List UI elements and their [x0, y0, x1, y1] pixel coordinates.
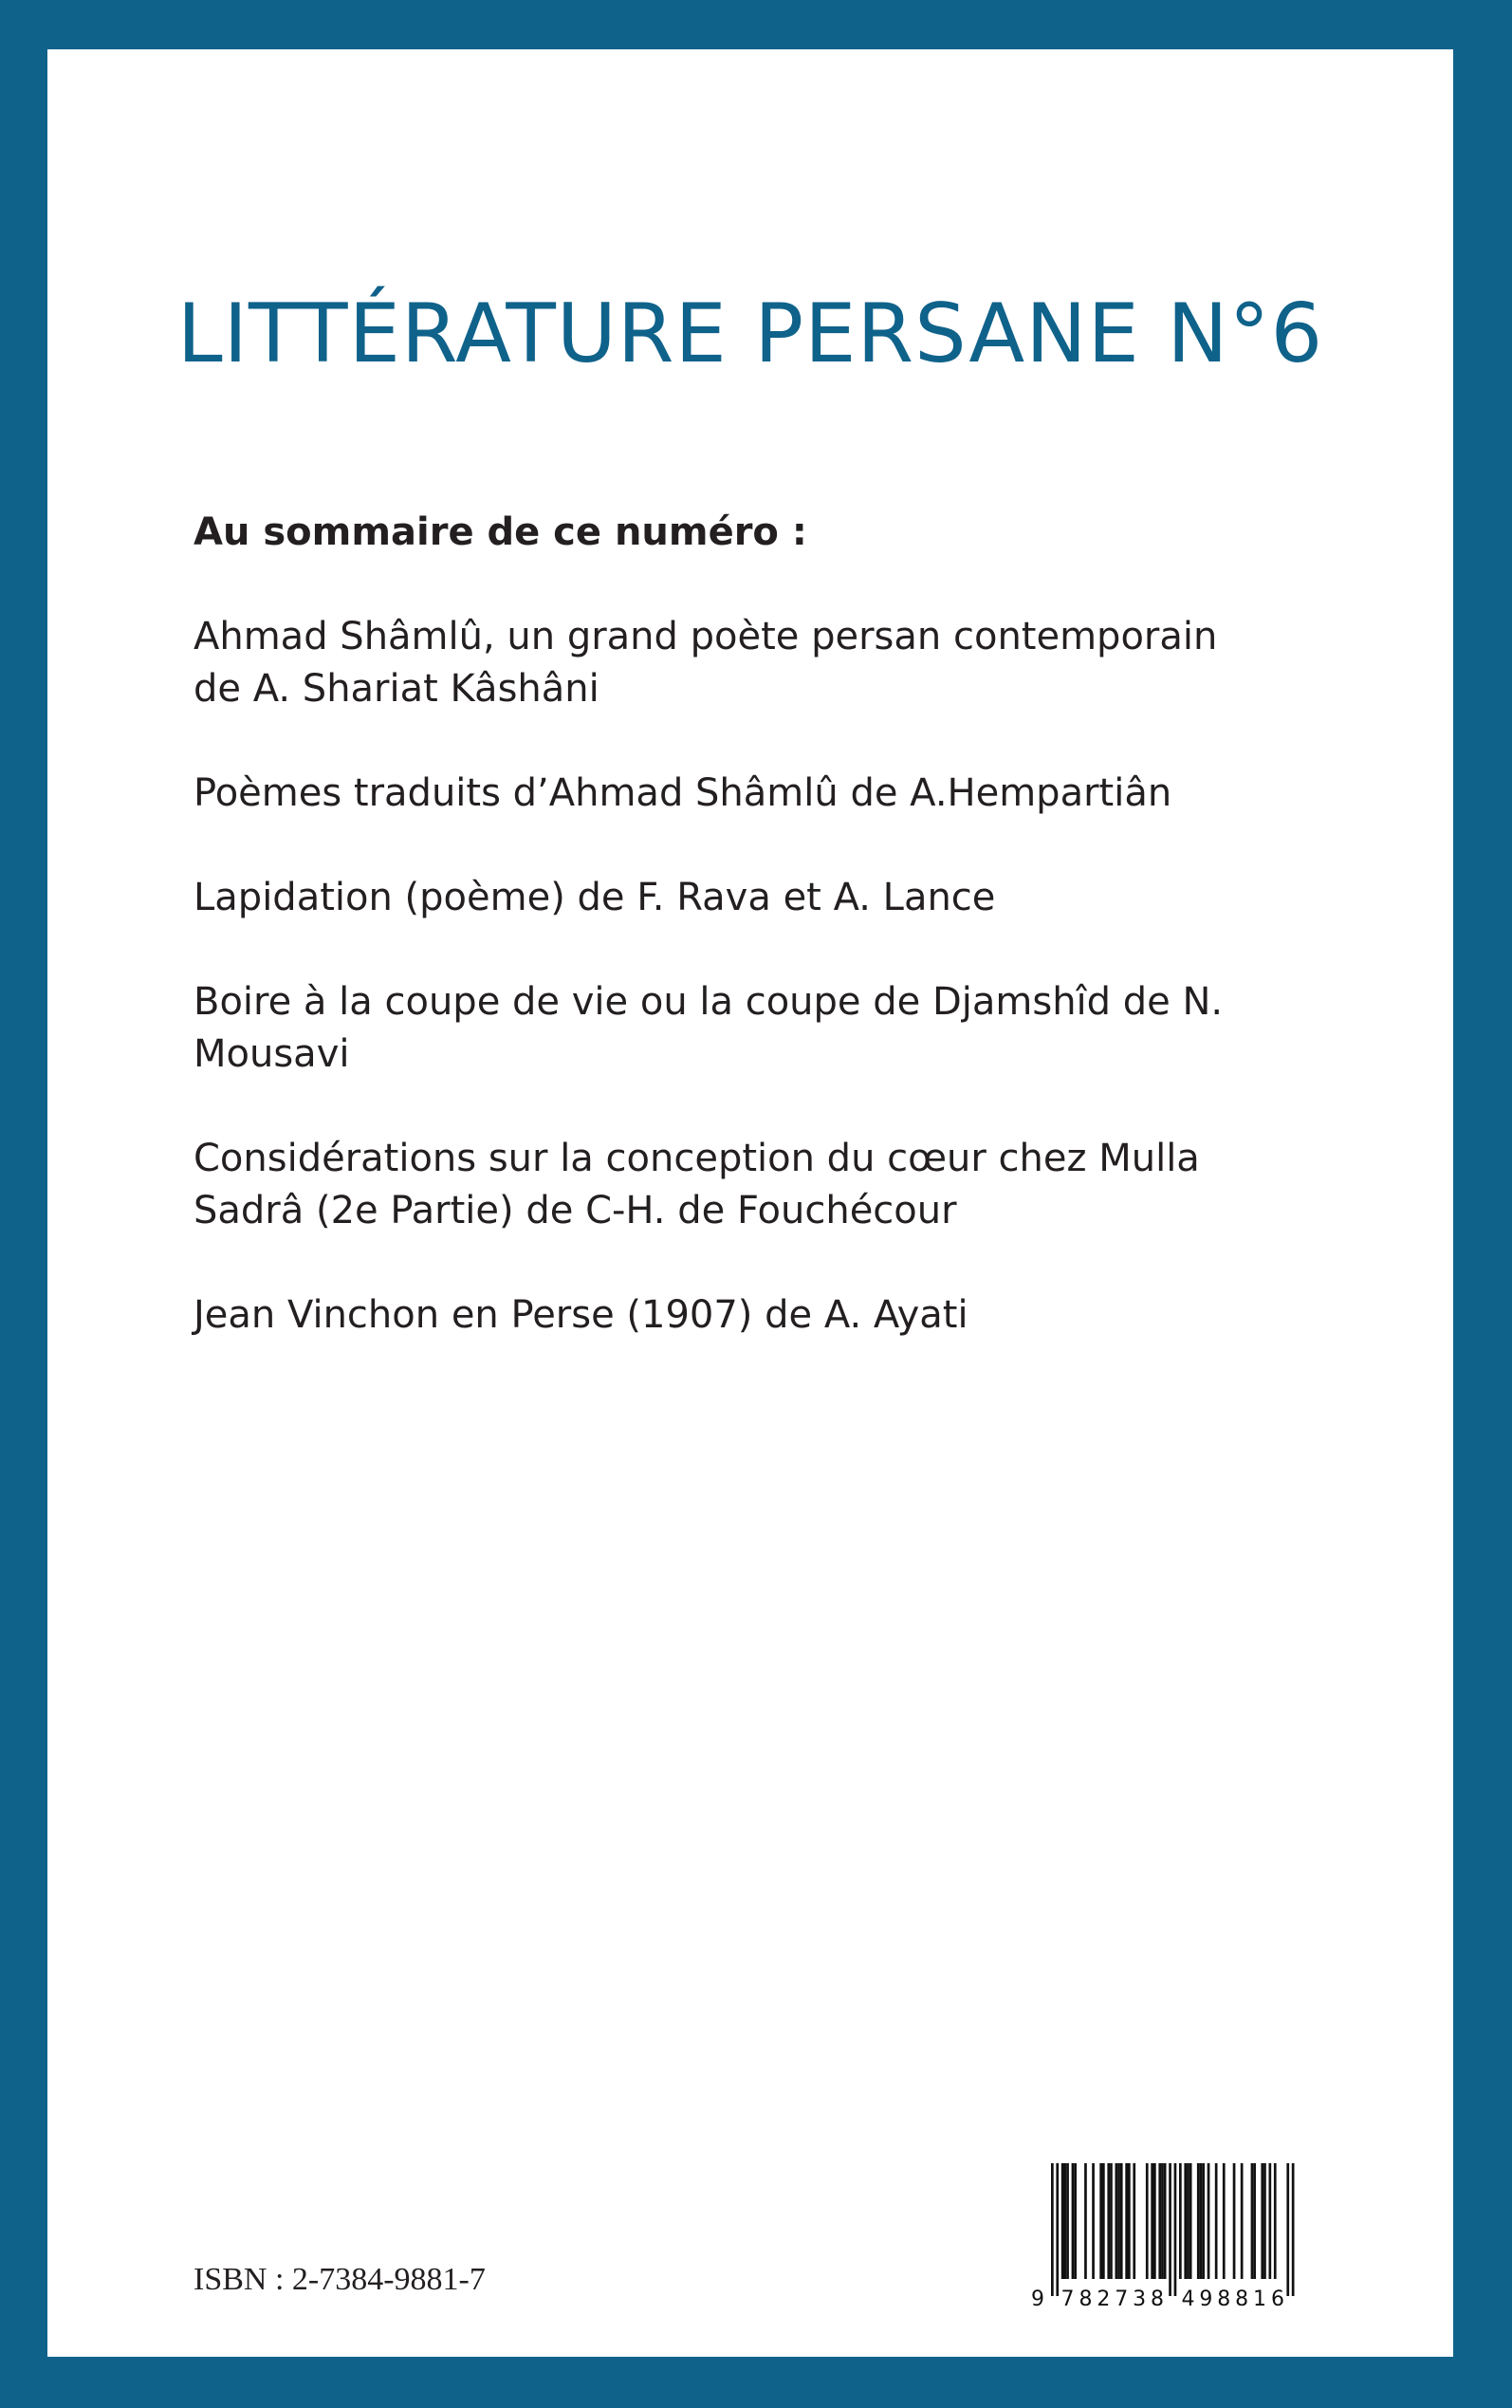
barcode-bar [1197, 2163, 1200, 2279]
barcode-bar [1084, 2163, 1087, 2279]
barcode-bar [1251, 2163, 1254, 2279]
barcode-bar [1223, 2163, 1226, 2279]
barcode-bar [1269, 2163, 1272, 2279]
barcode-bar [1061, 2163, 1064, 2279]
barcode-digit: 3 [1133, 2288, 1147, 2311]
toc-item-line: Poèmes traduits d’Ahmad Shâmlû de A.Hempartiân [194, 771, 1172, 815]
barcode-bar [1189, 2163, 1192, 2279]
barcode-digit: 9 [1031, 2288, 1044, 2311]
barcode-bar [1208, 2163, 1210, 2279]
barcode-bar [1056, 2163, 1059, 2296]
barcode-bar [1151, 2163, 1153, 2279]
toc-item [194, 768, 1370, 820]
toc-item-line: Considérations sur la conception du cœur chez Mulla [194, 1137, 1200, 1180]
barcode-digit: 8 [1079, 2288, 1093, 2311]
toc-item-line: Lapidation (poème) de F. Rava et A. Lance [194, 876, 996, 919]
barcode-bar [1200, 2163, 1203, 2279]
barcode-bar [1169, 2163, 1171, 2296]
barcode-digit: 7 [1115, 2288, 1129, 2311]
barcode-bar [1161, 2163, 1164, 2279]
toc-heading: Au sommaire de ce numéro : [194, 510, 807, 554]
toc-item [194, 611, 1370, 715]
barcode-bar [1110, 2163, 1113, 2279]
barcode-bar [1184, 2163, 1187, 2279]
barcode-bar [1133, 2163, 1135, 2279]
barcode-bar [1253, 2163, 1256, 2279]
barcode-bar [1107, 2163, 1110, 2279]
toc-item [194, 872, 1370, 924]
toc-item-line: Ahmad Shâmlû, un grand poète persan contemporain [194, 615, 1218, 658]
barcode-bar [1286, 2163, 1289, 2296]
toc-item [194, 1133, 1370, 1237]
barcode-bar [1120, 2163, 1123, 2279]
toc-item [194, 976, 1370, 1081]
barcode [1030, 2154, 1305, 2315]
toc-item-line: Sadrâ (2e Partie) de C-H. de Fouchécour [194, 1189, 957, 1232]
barcode-bar [1202, 2163, 1205, 2279]
barcode-digit: 8 [1217, 2288, 1231, 2311]
barcode-bar [1074, 2163, 1077, 2279]
cover-title: LITTÉRATURE PERSANE N°6 [176, 287, 1324, 381]
barcode-bar [1128, 2163, 1131, 2279]
barcode-bar [1292, 2163, 1295, 2296]
toc-item-line: Jean Vinchon en Perse (1907) de A. Ayati [194, 1293, 968, 1337]
barcode-digit: 1 [1253, 2288, 1267, 2311]
barcode-bar [1066, 2163, 1069, 2279]
barcode-digit: 8 [1151, 2288, 1165, 2311]
barcode-bar [1164, 2163, 1167, 2279]
barcode-bar [1092, 2163, 1095, 2279]
barcode-bar [1215, 2163, 1218, 2279]
barcode-bar [1072, 2163, 1075, 2279]
isbn-label: ISBN : 2-7384-9881-7 [194, 2262, 486, 2297]
barcode-bar [1174, 2163, 1177, 2296]
barcode-bar [1146, 2163, 1149, 2279]
barcode-bar [1261, 2163, 1263, 2279]
barcode-digit: 9 [1199, 2288, 1213, 2311]
barcode-bar [1179, 2163, 1182, 2279]
barcode-digit: 8 [1235, 2288, 1249, 2311]
barcode-bar [1116, 2163, 1118, 2279]
toc-item-line: de A. Shariat Kâshâni [194, 667, 599, 711]
barcode-digit: 6 [1270, 2288, 1284, 2311]
barcode-bar [1117, 2163, 1120, 2279]
barcode-bar [1125, 2163, 1128, 2279]
barcode-digit: 2 [1097, 2288, 1111, 2311]
barcode-bar [1233, 2163, 1236, 2279]
barcode-bar [1187, 2163, 1189, 2279]
table-of-contents [194, 507, 1370, 1394]
back-cover [47, 49, 1453, 2357]
toc-item-line: Mousavi [194, 1032, 350, 1076]
barcode-bar [1099, 2163, 1102, 2279]
barcode-bar [1274, 2163, 1277, 2279]
barcode-digit: 4 [1181, 2288, 1195, 2311]
barcode-bar [1241, 2163, 1244, 2279]
barcode-bar [1064, 2163, 1067, 2279]
toc-item [194, 1289, 1370, 1342]
toc-item-line: Boire à la coupe de vie ou la coupe de Djamshîd de N. [194, 980, 1224, 1024]
barcode-digit: 7 [1060, 2288, 1075, 2311]
barcode-bar [1051, 2163, 1054, 2296]
barcode-bar [1158, 2163, 1161, 2279]
barcode-bar [1153, 2163, 1156, 2279]
barcode-bar [1102, 2163, 1105, 2279]
barcode-bar [1263, 2163, 1266, 2279]
